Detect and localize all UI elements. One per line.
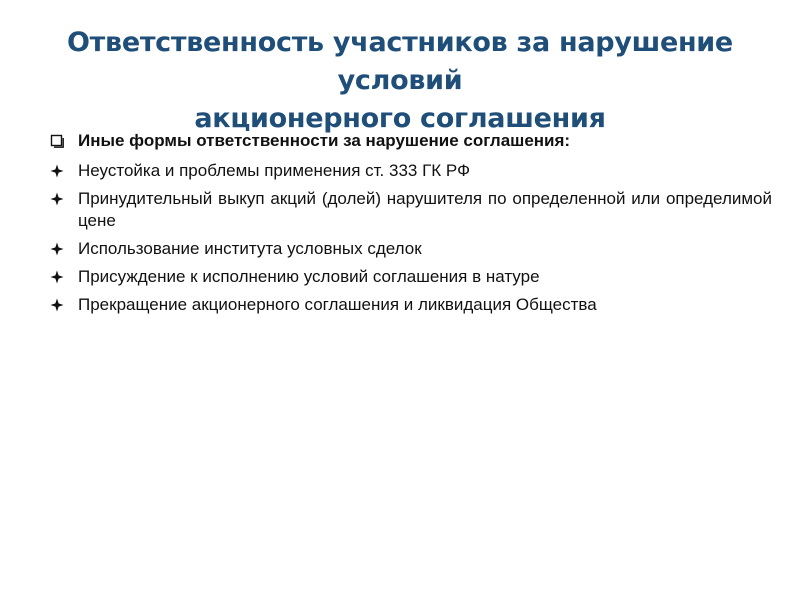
list-item bbox=[48, 238, 772, 260]
list-item bbox=[48, 266, 772, 288]
list-item-text: Присуждение к исполнению условий соглашения в натуре bbox=[78, 267, 540, 286]
diamond-bullet-icon bbox=[50, 298, 64, 312]
list-item-text: Использование института условных сделок bbox=[78, 239, 422, 258]
list-item bbox=[48, 294, 772, 316]
slide-title-line-2: акционерного соглашения bbox=[194, 103, 606, 134]
checkbox-square-icon bbox=[50, 134, 64, 148]
slide-title bbox=[20, 24, 780, 138]
slide-title-line-1: Ответственность участников за нарушение условий bbox=[67, 27, 733, 96]
diamond-bullet-icon bbox=[50, 270, 64, 284]
diamond-bullet-icon bbox=[50, 242, 64, 256]
bullet-list bbox=[48, 130, 772, 322]
diamond-bullet-icon bbox=[50, 192, 64, 206]
list-item-text: Прекращение акционерного соглашения и ликвидация Общества bbox=[78, 295, 597, 314]
list-item bbox=[48, 160, 772, 182]
list-item-text: Принудительный выкуп акций (долей) нарушителя по определенной или определимой цене bbox=[78, 189, 772, 230]
list-heading-item bbox=[48, 130, 772, 152]
diamond-bullet-icon bbox=[50, 164, 64, 178]
list-item-text: Неустойка и проблемы применения ст. 333 ГК РФ bbox=[78, 161, 470, 180]
list-heading-text: Иные формы ответственности за нарушение соглашения: bbox=[78, 131, 571, 150]
list-item bbox=[48, 188, 772, 232]
